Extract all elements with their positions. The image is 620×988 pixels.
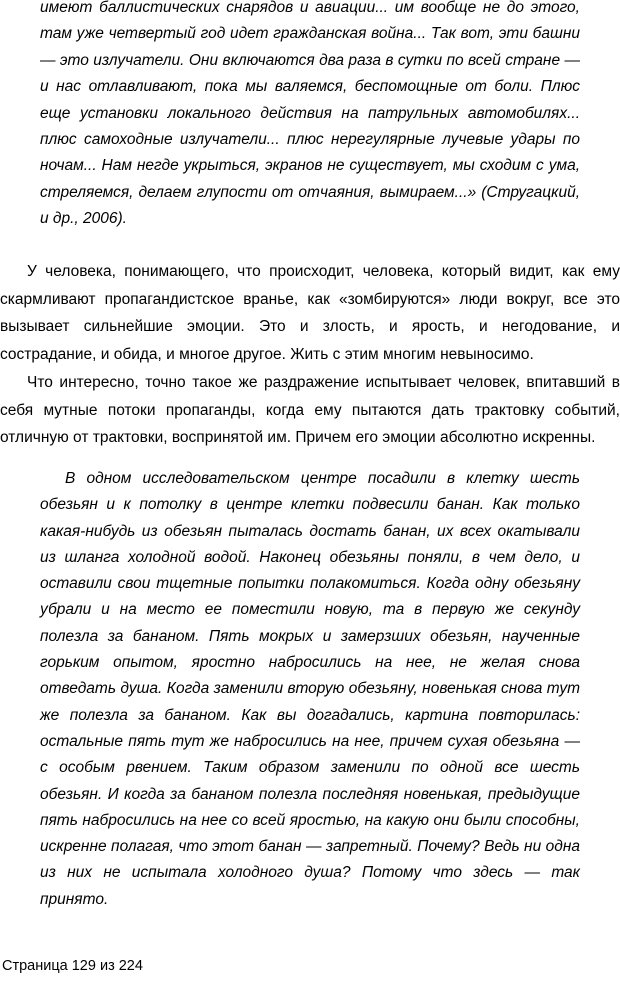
body-paragraph-1: У человека, понимающего, что происходит, человека, который видит, как ему скармливают пропагандистское вранье, как «зомбируются» люди вокруг, все это вызывает сильнейшие эмоции. Это и злость, и ярость, и негодование, и сострадание, и обида, и многое другое. Жить с этим многим невыносимо. [0, 263, 620, 363]
page-number-footer: Страница 129 из 224 [2, 958, 143, 974]
quote-block-top: имеют баллистических снарядов и авиации... им вообще не до этого, там уже четвертый год идет гражданская война... Так вот, эти башни — это излучатели. Они включаются два раза в сутки по всей стране — и нас отлавливают, пока мы валяемся, беспомощные от боли. Плюс еще установки локального действия на патрульных автомобилях... плюс самоходные излучатели... плюс нерегулярные лучевые удары по ночам... Нам негде укрыться, экранов не существует, мы сходим с ума, стреляемся, делаем глупости от отчаяния, вымираем...» (Стругацкий, и др., 2006). [40, 0, 580, 228]
quote-block-bottom: В одном исследовательском центре посадили в клетку шесть обезьян и к потолку в центре клетки подвесили банан. Как только какая-нибудь из обезьян пыталась достать банан, их всех окатывали из шланга холодной водой. Наконец обезьяны поняли, в чем дело, и оставили свои тщетные попытки полакомиться. Когда одну обезьяну убрали и на место ее поместили новую, та в первую же секунду полезла за бананом. Пять мокрых и замерзших обезьян, наученные горьким опытом, яростно набросились на нее, не желая снова отведать душа. Когда заменили вторую обезьяну, новенькая снова тут же полезла за бананом. Как вы догадались, картина повторилась: остальные пять тут же набросились на нее, причем сухая обезьяна — с особым рвением. Таким образом заменили по одной все шесть обезьян. И когда за бананом полезла последняя новенькая, предыдущие пять набросились на нее со всей яростью, на какую они были способны, искренне полагая, что этот банан — запретный. Почему? Ведь ни одна из них не испытала холодного душа? Потому что здесь — так принято. [40, 470, 580, 908]
body-paragraph-2: Что интересно, точно такое же раздражение испытывает человек, впитавший в себя мутные потоки пропаганды, когда ему пытаются дать трактовку событий, отличную от трактовки, воспринятой им. Причем его эмоции абсолютно искренны. [0, 374, 620, 446]
